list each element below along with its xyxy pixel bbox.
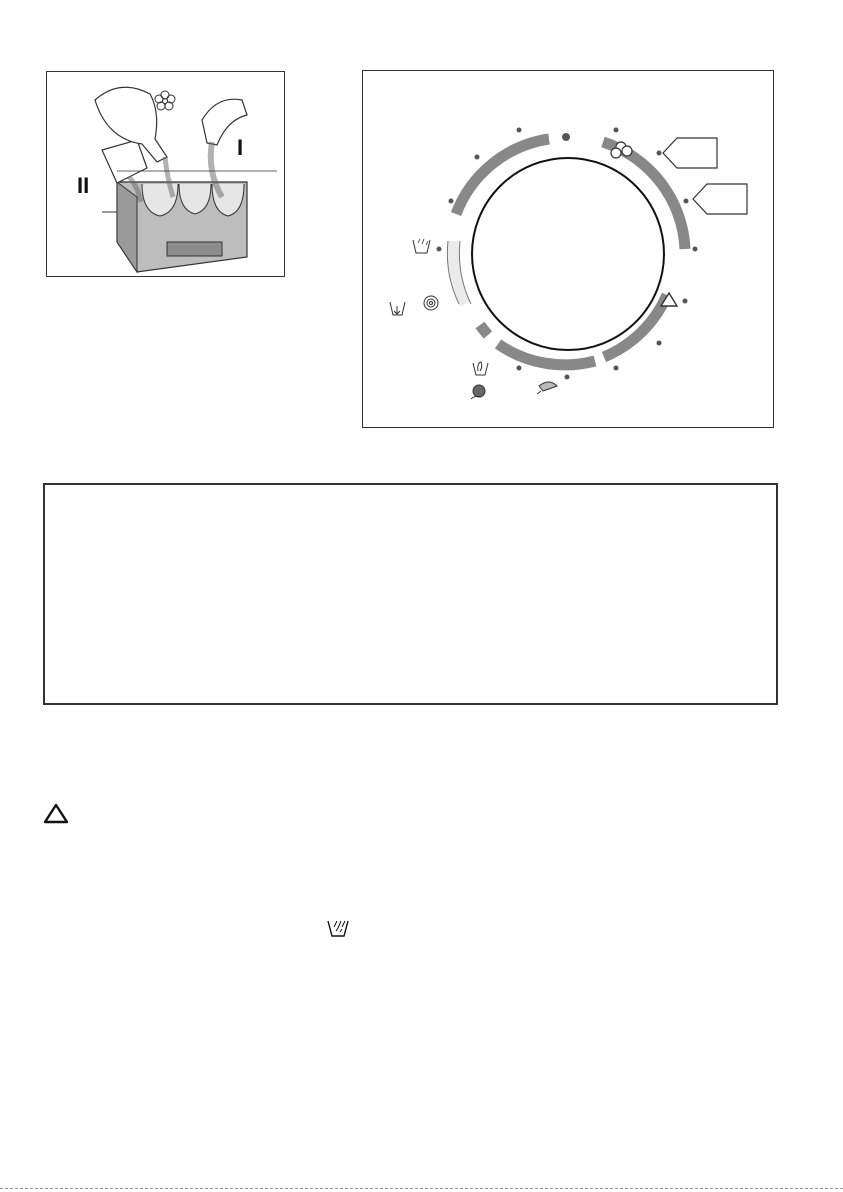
compartment-label-ii: II	[77, 173, 90, 198]
flower-icon	[155, 91, 175, 110]
feather-icon	[537, 382, 557, 394]
spin-icon	[424, 296, 438, 310]
dial-illustration	[363, 71, 772, 426]
tag-icon	[693, 184, 747, 214]
wool-icon	[471, 385, 485, 399]
arc-segment	[480, 325, 488, 335]
dial-knob[interactable]	[472, 158, 664, 350]
handwash-icon	[473, 362, 488, 375]
page-footer-rule	[0, 1188, 843, 1189]
tag-icon	[663, 138, 717, 168]
compartment-label-i: I	[237, 135, 244, 160]
warning-triangle-icon	[42, 802, 70, 826]
drawer-handle	[167, 242, 222, 256]
drain-icon	[390, 302, 405, 315]
programme-dial-figure	[362, 70, 774, 428]
rinse-icon	[413, 239, 430, 253]
rinse-icon	[325, 915, 353, 939]
info-box	[43, 483, 778, 705]
